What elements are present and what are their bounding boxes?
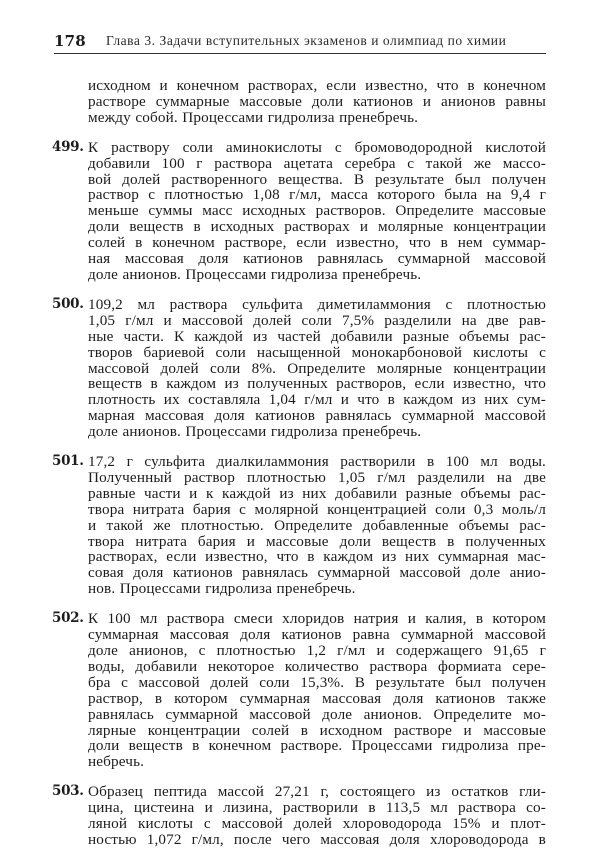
text-line: Образец пептида массой 27,21 г, состоящего из остатков гли- — [88, 783, 546, 801]
text-line: и такой же плотностью. Определите добавленные объемы рас- — [88, 516, 546, 534]
text-line: 17,2 г сульфита диалкиламмония растворили в 100 мл воды. — [88, 453, 546, 471]
text-line: раствор с плотностью 1,08 г/мл, масса которого была на 9,4 г — [88, 186, 546, 204]
text-line: солей в конечном растворе, если известно, что в нем суммар- — [88, 234, 546, 252]
text-line: доле анионов, с плотностью 1,2 г/мл и содержащего 91,65 г — [88, 642, 546, 659]
text-line: доле анионов. Процессами гидролиза пренебречь. — [88, 265, 422, 283]
continuation-paragraph — [52, 78, 546, 126]
text-line: цина, цистеина и лизина, растворили в 113,5 мл раствора со- — [88, 799, 546, 817]
problem-text — [88, 784, 546, 848]
text-line: доле анионов. Процессами гидролиза пренебречь. — [88, 423, 422, 441]
text-line: твора нитрата бария с молярной концентрацией соли 0,3 моль/л — [88, 500, 546, 518]
problem-number: 500. — [52, 295, 84, 312]
text-line: доли веществ в конечном растворе. Процессами гидролиза пре- — [88, 737, 546, 755]
text-line: совая доля катионов равнялась суммарной массовой доле анио- — [88, 564, 546, 582]
running-title: Глава 3. Задачи вступительных экзаменов и олимпиад по химии — [106, 33, 507, 48]
text-line: массовой долей соли 8%. Определите молярные концентрации — [88, 359, 546, 377]
text-line: равнялась суммарной массовой доле анионов. Определите мо- — [88, 705, 546, 723]
problem-text — [88, 454, 546, 597]
text-line: лярные концентрации солей в исходном растворе и массовые — [88, 721, 546, 739]
text-line: К 100 мл раствора смеси хлоридов натрия и калия, в котором — [88, 610, 546, 628]
text-line: меньше суммы масс исходных растворов. Определите массовые — [88, 202, 546, 220]
text-line: ляной кислоты с массовой долей хлороводорода 15% и плот- — [88, 815, 546, 833]
problem-500 — [52, 297, 546, 440]
text-line: плотность их составляла 1,04 г/мл и что в каждом из них сум- — [88, 391, 546, 409]
text-line: равные части и к каждой из них добавили разные объемы рас- — [88, 484, 546, 502]
problem-text — [88, 297, 546, 440]
text-line: ная массовая доля катионов равнялась суммарной массовой — [88, 250, 546, 268]
problem-502 — [52, 611, 546, 770]
text-line: марная массовая доля катионов равнялась суммарной массовой — [88, 407, 546, 425]
text-line: доли веществ в исходных растворах и молярные концентрации — [88, 218, 546, 236]
text-line: добавили 100 г раствора ацетата серебра с такой же массо- — [88, 154, 546, 172]
problem-number: 501. — [52, 453, 84, 470]
text-line: раствор, в котором суммарная массовая доля катионов также — [88, 689, 546, 707]
text-line: 1,05 г/мл и массовой долей соли 7,5% разделили на две рав- — [88, 311, 546, 329]
page-header — [54, 30, 546, 54]
text-line: веществ в каждом из полученных растворов, если известно, что — [88, 375, 546, 393]
text-line: 109,2 мл раствора сульфита диметиламмония с плотностью — [88, 295, 546, 313]
text-line: нов. Процессами гидролиза пренебречь. — [88, 580, 356, 598]
text-line: воды, добавили некоторое количество раствора формиата сере- — [88, 657, 546, 675]
text-line: суммарная массовая доля катионов равна суммарной массовой — [88, 626, 546, 644]
page-number: 178 — [54, 32, 86, 50]
text-line: небречь. — [88, 753, 145, 771]
text-line: Полученный раствор плотностью 1,05 г/мл разделили на две — [88, 468, 546, 486]
problem-503 — [52, 784, 546, 848]
text-line: вой долей растворенного вещества. В результате был получен — [88, 170, 546, 188]
text-line: растворах, если известно, что в каждом из них суммарная мас- — [88, 548, 546, 566]
problem-499 — [52, 140, 546, 283]
problem-number: 502. — [52, 610, 84, 627]
text-line: между собой. Процессами гидролиза пренебречь. — [88, 108, 419, 126]
text-line: твора нитрата бария и массовые доли веществ в полученных — [88, 532, 546, 550]
text-line: ностью 1,072 г/мл, после чего массовая доля хлороводорода в — [88, 830, 546, 848]
text-line: ные части. К каждой из частей добавили разные объемы рас- — [88, 327, 546, 345]
text-line: бра с массовой долей соли 15,3%. В результате был получен — [88, 673, 546, 691]
problem-text — [88, 140, 546, 283]
text-line: растворе суммарные массовые доли катионов и анионов равны — [88, 92, 546, 110]
problem-number: 499. — [52, 138, 84, 155]
text-line: К раствору соли аминокислоты с бромоводородной кислотой — [88, 138, 546, 156]
page-content — [52, 78, 546, 862]
text-line: творов бариевой соли насыщенной монокарбоновой кислоты с — [88, 343, 546, 361]
problem-501 — [52, 454, 546, 597]
problem-number: 503. — [52, 783, 84, 800]
text-line: исходном и конечном растворах, если известно, что в конечном — [88, 77, 546, 94]
problem-text — [88, 611, 546, 770]
